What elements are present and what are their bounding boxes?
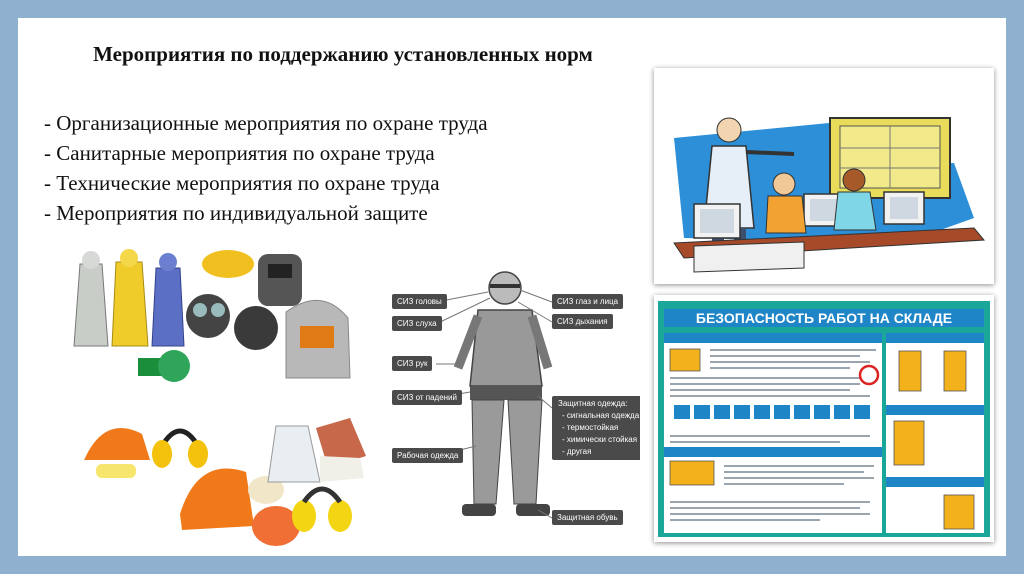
callout-hearing-ppe: СИЗ слуха: [392, 316, 442, 331]
callout-eye-face-ppe: СИЗ глаз и лица: [552, 294, 623, 309]
bullet-item: - Санитарные мероприятия по охране труда: [44, 141, 435, 165]
callout-protective-clothing: [552, 396, 640, 460]
slide-title: Мероприятия по поддержанию установленных норм: [93, 42, 593, 66]
bullet-list: [44, 108, 488, 228]
callout-workwear: Рабочая одежда: [392, 448, 463, 463]
slide: [18, 18, 1006, 556]
callout-breathing-ppe: СИЗ дыхания: [552, 314, 613, 329]
ppe-equipment-illustration: [58, 246, 640, 554]
poster-title: БЕЗОПАСНОСТЬ РАБОТ НА СКЛАДЕ: [664, 309, 984, 327]
callout-fall-ppe: СИЗ от падений: [392, 390, 462, 405]
callout-safety-shoes: Защитная обувь: [552, 510, 623, 525]
bullet-item: - Организационные мероприятия по охране труда: [44, 111, 488, 135]
office-training-illustration: [654, 68, 994, 284]
bullet-item: - Технические мероприятия по охране труда: [44, 171, 440, 195]
protective-clothing-item: - химически стойкая: [562, 435, 638, 444]
callout-head-ppe: СИЗ головы: [392, 294, 447, 309]
callout-hands-ppe: СИЗ рук: [392, 356, 432, 371]
protective-clothing-title: Защитная одежда:: [558, 399, 628, 408]
protective-clothing-item: - сигнальная одежда: [562, 411, 640, 420]
protective-clothing-item: - термостойкая: [562, 423, 619, 432]
protective-clothing-item: - другая: [562, 447, 592, 456]
bullet-item: - Мероприятия по индивидуальной защите: [44, 201, 428, 225]
warehouse-safety-poster: [654, 295, 994, 542]
